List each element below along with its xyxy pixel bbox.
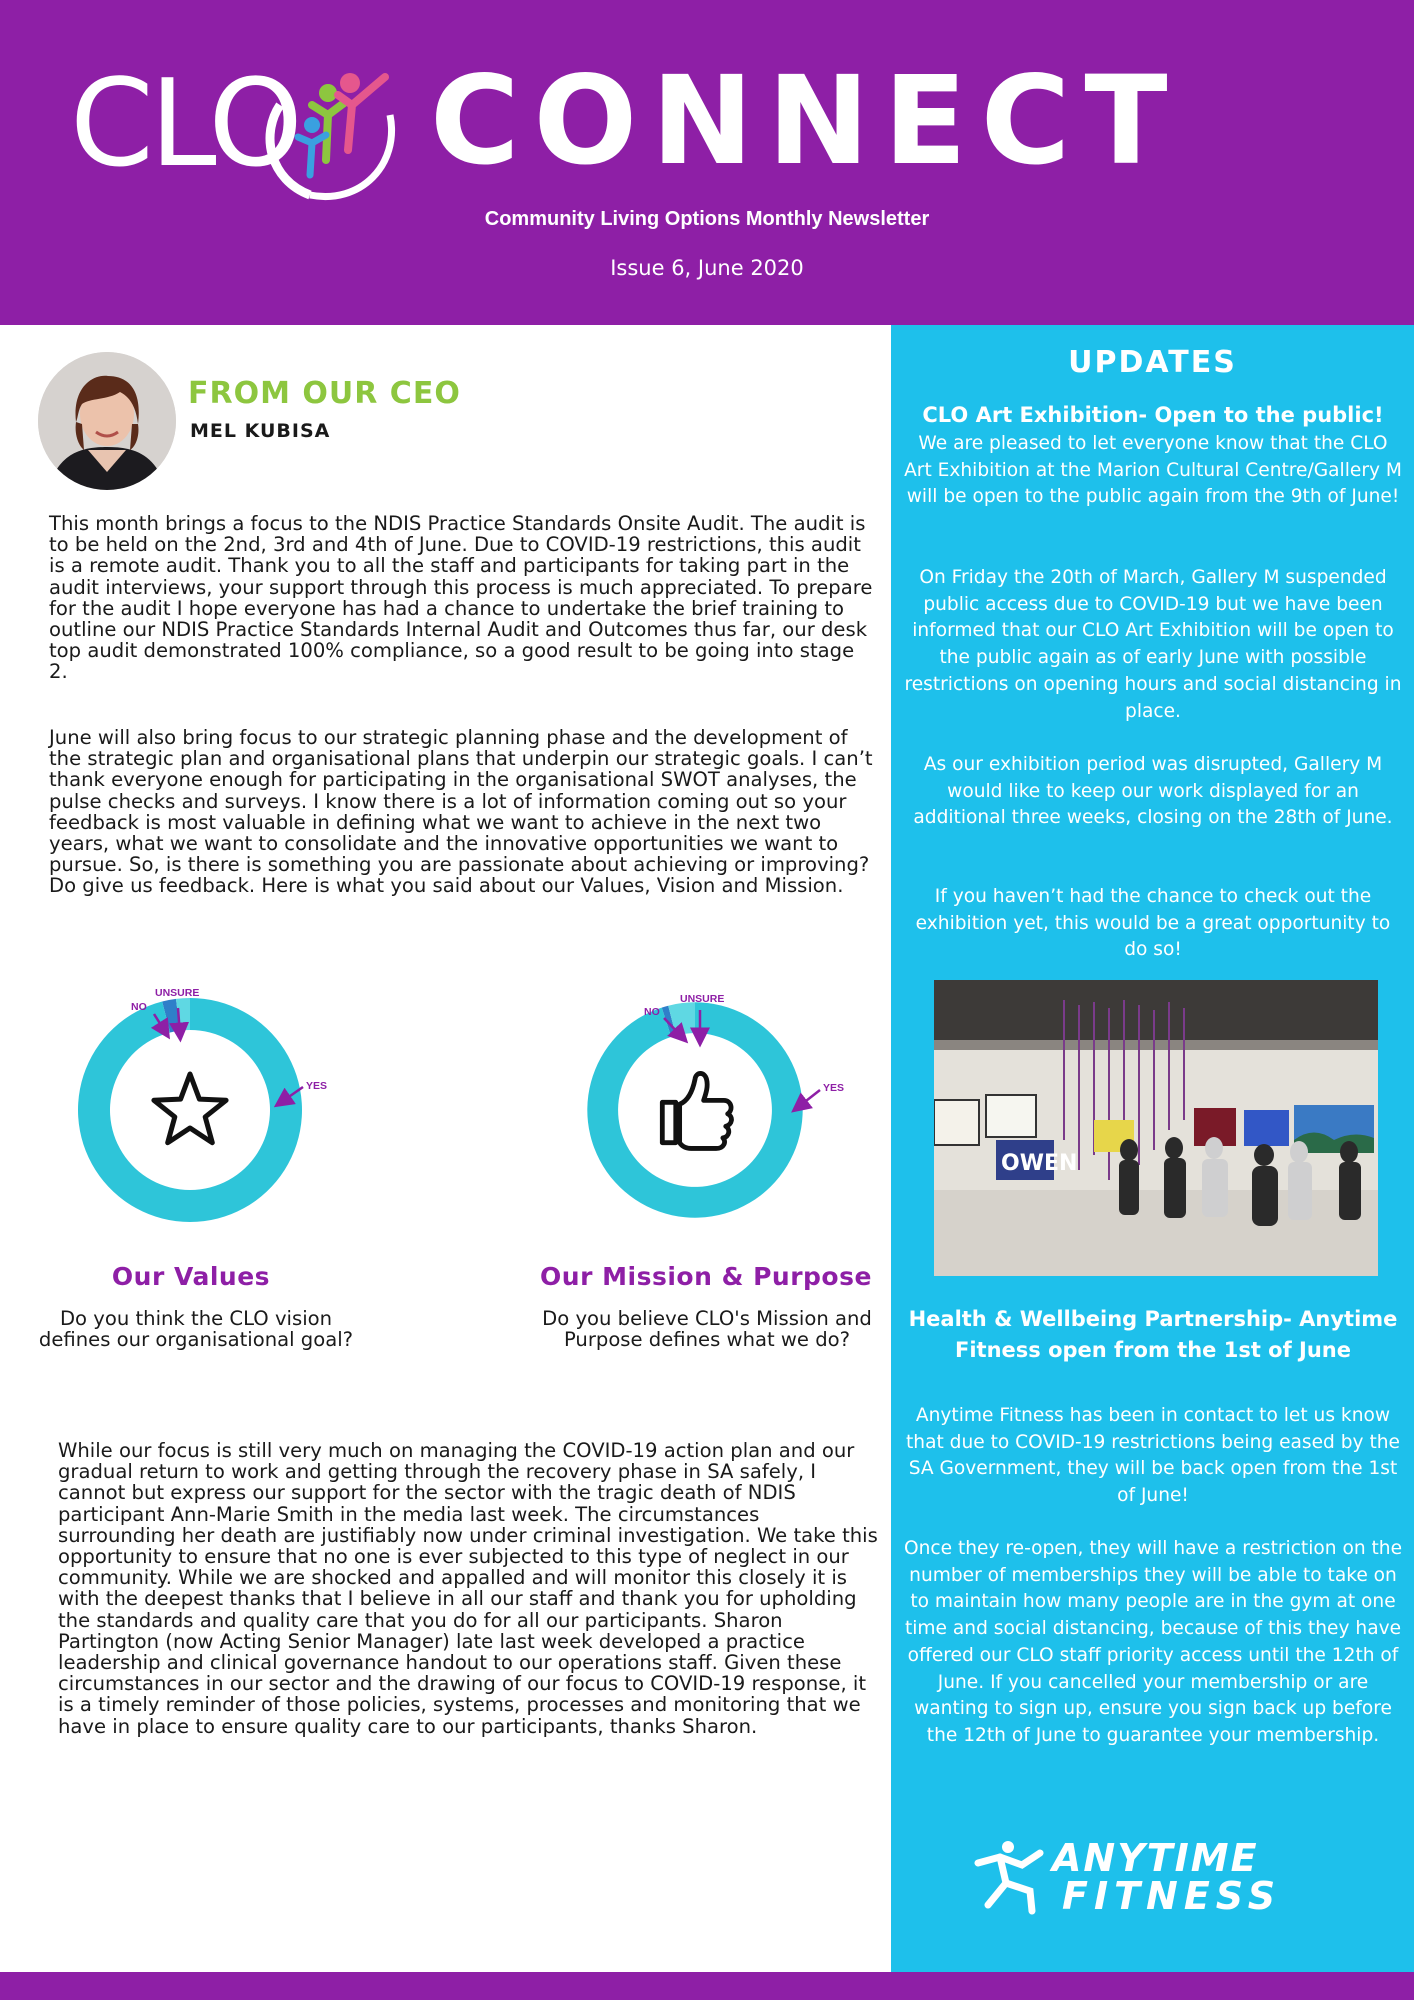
newsletter-subtitle: Community Living Options Monthly Newsletter xyxy=(484,208,930,230)
health-partnership-heading: Health & Wellbeing Partnership- Anytime Fitness open from the 1st of June xyxy=(908,1307,1398,1362)
gallery-photo xyxy=(934,980,1378,1276)
updates-title: UPDATES xyxy=(1068,345,1237,380)
mission-chart-question: Do you believe CLO's Mission and Purpose defines what we do? xyxy=(542,1307,872,1352)
mission-donut-chart xyxy=(570,985,820,1235)
clo-logo xyxy=(70,55,400,205)
mission-label-unsure: UNSURE xyxy=(680,993,725,1005)
art-exhibition-heading: CLO Art Exhibition- Open to the public! xyxy=(922,403,1384,427)
issue-label: Issue 6, June 2020 xyxy=(610,256,804,280)
ceo-paragraph-audit: This month brings a focus to the NDIS Practice Standards Onsite Audit. The audit is to be held on the 2nd, 3rd and 4th of June. Due to COVID-19 restrictions, this audit is a remote audit. Thank you to all the staff and participants for taking part in the audit interviews, your support through this process is much appreciated. To prepare for the audit I hope everyone has had a chance to undertake the brief training to outline our NDIS Practice Standards Internal Audit and Outcomes thus far, our desk top audit demonstrated 100% compliance, so a good result to be going into stage 2. xyxy=(49,512,873,684)
ceo-name: MEL KUBISA xyxy=(190,420,331,442)
newsletter-title: CONNECT xyxy=(430,50,1182,192)
mission-donut-slice-yes xyxy=(587,1002,802,1217)
health-partnership-paragraph: Once they re-open, they will have a restriction on the number of memberships they will be able to take on to maintain how many people are in the gym at one time and social distancing, because of this they have offered our CLO staff priority access until the 12th of June. If you cancelled your membership or are wanting to sign up, ensure you sign back up before the 12th of June to guarantee your membership. xyxy=(903,1538,1403,1746)
values-donut-chart xyxy=(60,980,320,1240)
footer-bar xyxy=(0,1972,1414,2000)
art-exhibition-paragraph: If you haven’t had the chance to check out the exhibition yet, this would be a great opportunity to do so! xyxy=(915,886,1391,961)
anytime-fitness-logo xyxy=(970,1835,1340,1915)
ceo-section-heading: FROM OUR CEO xyxy=(188,376,461,411)
fitness-logo-line1: ANYTIME xyxy=(1052,1836,1259,1880)
thumbs-up-icon xyxy=(662,1073,731,1148)
logo-figures-icon xyxy=(250,55,410,205)
star-icon xyxy=(154,1074,226,1143)
art-exhibition-paragraph: On Friday the 20th of March, Gallery M suspended public access due to COVID-19 but we have been informed that our CLO Art Exhibition will be open to the public again as of early June with possible restrictions on opening hours and social distancing in place. xyxy=(904,567,1402,722)
fitness-logo-line2: FITNESS xyxy=(1062,1874,1282,1915)
values-label-yes: YES xyxy=(306,1080,328,1092)
values-label-no: NO xyxy=(131,1001,147,1013)
art-exhibition-paragraph: As our exhibition period was disrupted, Gallery M would like to keep our work displayed for an additional three weeks, closing on the 28th of June. xyxy=(913,754,1393,829)
art-exhibition-paragraph: We are pleased to let everyone know that the CLO Art Exhibition at the Marion Cultural Centre/Gallery M will be open to the public again from the 9th of June! xyxy=(904,433,1402,508)
logo-text: CLO xyxy=(70,55,299,194)
values-chart-question: Do you think the CLO vision defines our organisational goal? xyxy=(38,1307,354,1352)
ceo-paragraph-covid: While our focus is still very much on managing the COVID-19 action plan and our gradual return to work and getting through the recovery phase in SA safely, I cannot but express our support for the sector with the tragic death of NDIS participant Ann-Marie Smith in the media last week. The circumstances surrounding her death are justifiably now under criminal investigation. We take this opportunity to ensure that no one is ever subjected to this type of neglect in our community. While we are shocked and appalled and will monitor this closely it is with the deepest thanks that I believe in all our staff and thank you for upholding the standards and quality care that you do for all our participants. Sharon Partington (now Acting Senior Manager) late last week developed a practice leadership and clinical governance handout to our operations staff. Given these circumstances in our sector and the drawing of our focus to COVID-19 response, it is a timely reminder of those policies, systems, processes and monitoring that we have in place to ensure quality care to our participants, thanks Sharon. xyxy=(58,1439,878,1738)
values-chart-title: Our Values xyxy=(111,1262,271,1291)
values-donut-slice-yes xyxy=(78,998,302,1222)
gallery-sign-text: OWEN xyxy=(1001,1151,1078,1176)
ceo-photo xyxy=(38,352,176,490)
newsletter-header xyxy=(0,0,1414,325)
mission-label-no: NO xyxy=(644,1006,660,1018)
mission-chart-title: Our Mission & Purpose xyxy=(540,1262,872,1291)
mission-label-yes: YES xyxy=(823,1082,845,1094)
health-partnership-paragraph: Anytime Fitness has been in contact to let us know that due to COVID-19 restrictions being eased by the SA Government, they will be back open from the 1st of June! xyxy=(906,1405,1400,1507)
ceo-paragraph-strategy: June will also bring focus to our strategic planning phase and the development of the strategic plan and organisational plans that underpin our strategic goals. I can’t thank everyone enough for participating in the organisational SWOT analyses, the pulse checks and surveys. I know there is a lot of information coming out so your feedback is most valuable in defining what we want to achieve in the next two years, what we want to consolidate and the innovative opportunities we want to pursue. So, is there is something you are passionate about achieving or improving? Do give us feedback. Here is what you said about our Values, Vision and Mission. xyxy=(49,726,873,898)
values-label-unsure: UNSURE xyxy=(155,987,200,999)
